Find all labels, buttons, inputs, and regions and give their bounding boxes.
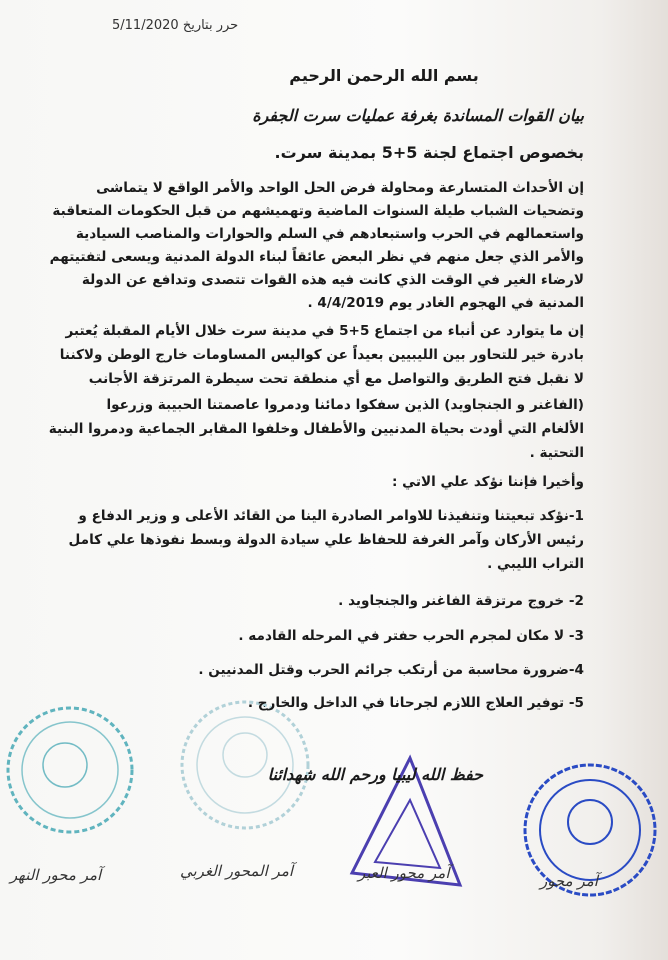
paragraph1-line: والأمر الذي جعل منهم في نظر البعض عائقاً لبناء الدولة المدنية ويسعى لتفتيتهم: [49, 249, 584, 265]
list-item-3: 3- لا مكان لمجرم الحرب حفتر في المرحله القادمه .: [238, 628, 584, 644]
closing-line: حفظ الله ليبيا ورحم الله شهدائنا: [267, 765, 483, 784]
list-item-1-line: رئيس الأركان وآمر الغرفة للحفاظ علي سيادة الدولة وبسط نفوذها علي كامل: [68, 532, 584, 548]
paragraph2-line: إن ما يتوارد عن أنباء من اجتماع 5+5 في مدينة سرت خلال الأيام المقبلة يُعتبر: [65, 323, 584, 339]
paragraph1-line: إن الأحداث المتسارعة ومحاولة فرض الحل الواحد والأمر الواقع لا يتماشى: [96, 180, 584, 196]
paragraph3-line: الألغام التي أودت بحياة المدنيين والأطفال وخلفوا المقابر الجماعية ودمروا البنية: [48, 421, 584, 437]
signature-1: آمر محور النهر: [10, 866, 102, 884]
basmala: بسم الله الرحمن الرحيم: [289, 66, 479, 85]
paragraph3-line: (الفاغنر و الجنجاويد) الذين سفكوا دمائنا ودمروا عاصمتنا الحبيبة وزرعوا: [106, 397, 584, 413]
paragraph3-line: التحتية .: [529, 445, 584, 461]
paragraph1-line: لارضاء الغير في الوقت الذي كانت فيه هذه القوات تتصدى وتدافع عن الدولة: [81, 272, 584, 288]
list-item-5: 5- توفير العلاج اللازم لجرحانا في الداخل والخارج .: [247, 695, 584, 711]
list-item-1-line: التراب الليبي .: [487, 556, 584, 572]
document-title: بيان القوات المساندة بغرفة عمليات سرت الجفرة: [252, 106, 584, 125]
signature-3: آمر محور العبر: [358, 864, 450, 882]
paragraph1-line: وتضحيات الشباب طيلة السنوات الماضية وتهميشهم من قبل الحكومات المتعاقبة: [52, 203, 584, 219]
paragraph2-line: لا نقبل فتح الطريق والتواصل مع أي منطقة تحت سيطرة المرتزقة الأجانب: [88, 371, 584, 387]
list-item-1-line: 1-نؤكد تبعيتنا وتنفيذنا للاوامر الصادرة الينا من القائد الأعلى و وزير الدفاع و: [78, 508, 584, 524]
date-label: حرر بتاريخ: [182, 18, 239, 33]
stamp-teal-circle: [8, 708, 132, 832]
list-item-4: 4-ضرورة محاسبة من أرتكب جرائم الحرب وقتل المدنيين .: [198, 662, 584, 678]
document-date: [112, 18, 238, 33]
date-value: 5/11/2020: [112, 18, 179, 33]
signature-2: آمر المحور الغربي: [180, 862, 294, 880]
signature-4: آمر محور: [540, 872, 598, 890]
document-subject: بخصوص اجتماع لجنة 5+5 بمدينة سرت.: [274, 143, 584, 162]
list-intro: وأخيرا فإننا نؤكد علي الاتي :: [391, 474, 584, 490]
paragraph1-line: واستعمالهم في الحرب واستبعادهم في السلم والحوارات والمناصب السيادية: [75, 226, 584, 242]
paragraph2-line: بادرة خير للتحاور بين الليبيين بعيداً عن كواليس المساومات خارج الوطن ولاكننا: [59, 347, 584, 363]
list-item-2: 2- خروج مرتزقة الفاغنر والجنجاويد .: [338, 593, 584, 609]
paragraph1-line: المدنية في الهجوم الغادر يوم 4/4/2019 .: [307, 295, 584, 311]
